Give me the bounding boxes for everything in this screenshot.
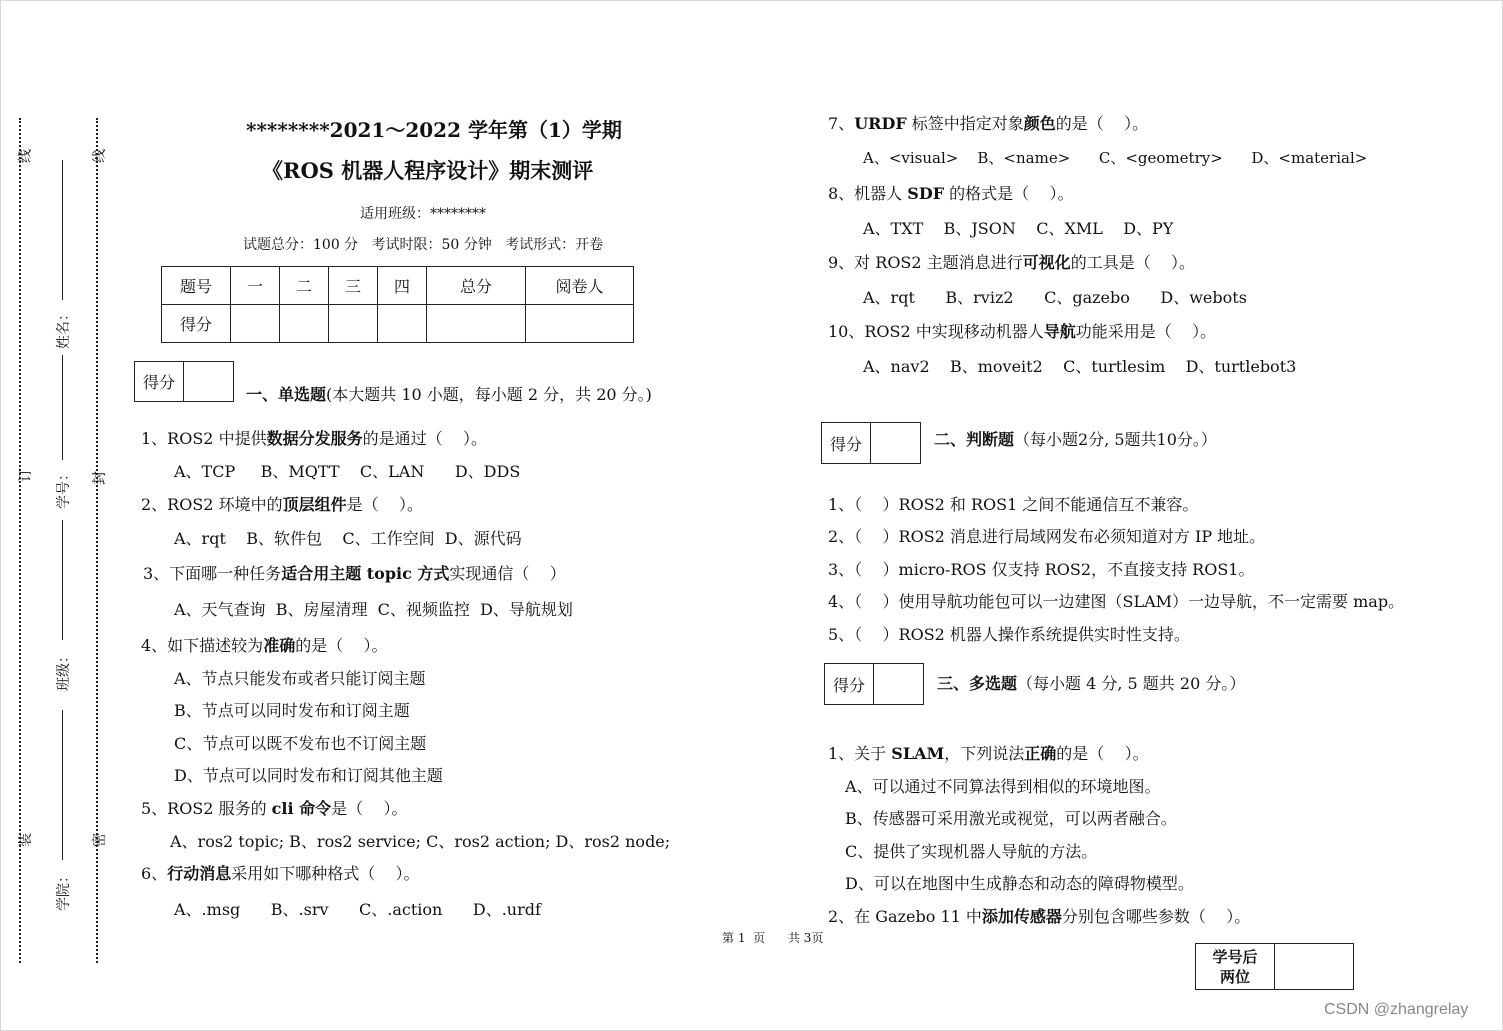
applicable-class: 适用班级：********	[360, 206, 486, 222]
section2-title: 二、判断题	[934, 430, 1015, 449]
sc-q10: 10、ROS2 中实现移动机器人导航功能采用是（ ）。	[828, 322, 1217, 341]
section2-score-cell[interactable]	[871, 423, 920, 463]
sc-q4-option-a: A、节点只能发布或者只能订阅主题	[174, 669, 426, 688]
student-id-label	[1196, 944, 1275, 989]
section1-score-cell[interactable]	[184, 362, 233, 401]
section3-score-box	[824, 663, 924, 705]
mc-q1-option-c: C、提供了实现机器人导航的方法。	[845, 842, 1098, 861]
sc-q4-option-c: C、节点可以既不发布也不订阅主题	[174, 734, 427, 753]
score-table-header: 一	[231, 267, 280, 305]
sc-q4-option-d: D、节点可以同时发布和订阅其他主题	[174, 766, 443, 785]
field-id-line	[62, 355, 63, 460]
score-table-header: 题号	[162, 267, 231, 305]
section1-title: 一、单选题	[246, 385, 327, 404]
section1-heading	[246, 382, 652, 405]
exam-title-line1: ********2021～2022 学年第（1）学期	[246, 118, 622, 142]
page-footer: 第 1 页 共 3页	[722, 931, 824, 945]
binding-label-outer-3: 装	[18, 833, 34, 847]
score-table-header: 三	[329, 267, 378, 305]
score-table	[161, 266, 634, 343]
tf-q2: 2、（ ）ROS2 消息进行局域网发布必须知道对方 IP 地址。	[828, 527, 1266, 546]
sc-q6: 6、行动消息采用如下哪种格式（ ）。	[141, 864, 420, 883]
field-college-label: 学院：	[56, 869, 72, 911]
binding-label-inner-1: 线	[92, 149, 108, 163]
section3-desc: （每小题 4 分, 5 题共 20 分。）	[1017, 674, 1246, 693]
exam-info: 试题总分：100 分 考试时限：50 分钟 考试形式：开卷	[243, 237, 604, 253]
sc-q7-options: A、<visual> B、<name> C、<geometry> D、<material>	[863, 149, 1368, 167]
score-table-header: 四	[378, 267, 427, 305]
score-table-header: 阅卷人	[526, 267, 634, 305]
student-id-box	[1195, 943, 1354, 990]
sc-q3: 3、下面哪一种任务适合用主题 topic 方式实现通信（ ）	[143, 564, 566, 583]
sc-q1-options: A、TCP B、MQTT C、LAN D、DDS	[174, 462, 521, 481]
section2-score-label: 得分	[822, 423, 871, 463]
sc-q1: 1、ROS2 中提供数据分发服务的是通过（ ）。	[141, 429, 487, 448]
student-id-label-line2: 两位	[1219, 967, 1250, 986]
field-name-line	[62, 160, 63, 300]
score-cell[interactable]	[378, 305, 427, 343]
binding-label-inner-2: 封	[92, 471, 108, 485]
mc-q1-option-b: B、传感器可采用激光或视觉，可以两者融合。	[845, 809, 1177, 828]
section1-score-box	[134, 361, 234, 402]
student-id-cell[interactable]	[1275, 944, 1353, 989]
sc-q2-options: A、rqt B、软件包 C、工作空间 D、源代码	[174, 529, 522, 548]
sc-q4: 4、如下描述较为准确的是（ ）。	[141, 636, 388, 655]
sc-q3-options: A、天气查询 B、房屋清理 C、视频监控 D、导航规划	[174, 600, 573, 619]
tf-q5: 5、（ ）ROS2 机器人操作系统提供实时性支持。	[828, 625, 1190, 644]
section3-score-label: 得分	[825, 664, 874, 704]
section2-heading	[934, 427, 1217, 450]
binding-label-outer-1: 线	[18, 149, 34, 163]
sc-q2: 2、ROS2 环境中的顶层组件是（ ）。	[141, 495, 423, 514]
section2-score-box	[821, 422, 921, 464]
section3-score-cell[interactable]	[874, 664, 923, 704]
score-cell[interactable]	[231, 305, 280, 343]
watermark: CSDN @zhangrelay	[1324, 1001, 1469, 1018]
field-college-line	[62, 710, 63, 860]
mc-q2: 2、在 Gazebo 11 中添加传感器分别包含哪些参数（ ）。	[828, 907, 1251, 926]
section3-heading	[937, 671, 1245, 694]
section1-score-label: 得分	[135, 362, 184, 401]
sc-q7: 7、URDF 标签中指定对象颜色的是（ ）。	[828, 114, 1149, 133]
sc-q6-options: A、.msg B、.srv C、.action D、.urdf	[174, 900, 541, 919]
score-cell[interactable]	[427, 305, 526, 343]
section2-desc: （每小题2分, 5题共10分。）	[1014, 430, 1217, 449]
sc-q9-options: A、rqt B、rviz2 C、gazebo D、webots	[863, 288, 1247, 307]
field-class-label: 班级：	[56, 649, 72, 691]
sc-q5-options: A、ros2 topic; B、ros2 service; C、ros2 action; D、ros2 node;	[170, 832, 671, 851]
sc-q8-options: A、TXT B、JSON C、XML D、PY	[863, 219, 1174, 238]
score-cell[interactable]	[526, 305, 634, 343]
binding-label-outer-2: 订	[18, 468, 34, 482]
field-id-label: 学号：	[56, 467, 72, 509]
score-table-header: 总分	[427, 267, 526, 305]
sc-q8: 8、机器人 SDF 的格式是（ ）。	[828, 184, 1074, 203]
sc-q10-options: A、nav2 B、moveit2 C、turtlesim D、turtlebot3	[863, 357, 1297, 376]
field-class-line	[62, 520, 63, 640]
score-table-row-label: 得分	[162, 305, 231, 343]
tf-q1: 1、（ ）ROS2 和 ROS1 之间不能通信互不兼容。	[828, 495, 1199, 514]
score-cell[interactable]	[329, 305, 378, 343]
score-table-header: 二	[280, 267, 329, 305]
sc-q5: 5、ROS2 服务的 cli 命令是（ ）。	[141, 799, 408, 818]
tf-q4: 4、（ ）使用导航功能包可以一边建图（SLAM）一边导航，不一定需要 map。	[828, 592, 1405, 611]
sc-q4-option-b: B、节点可以同时发布和订阅主题	[174, 701, 410, 720]
mc-q1-option-a: A、可以通过不同算法得到相似的环境地图。	[845, 777, 1161, 796]
section1-desc: (本大题共 10 小题，每小题 2 分，共 20 分。)	[326, 385, 652, 404]
tf-q3: 3、（ ）micro-ROS 仅支持 ROS2，不直接支持 ROS1。	[828, 560, 1255, 579]
field-name-label: 姓名：	[56, 307, 72, 349]
mc-q1: 1、关于 SLAM，下列说法正确的是（ ）。	[828, 744, 1149, 763]
binding-label-inner-3: 密	[92, 833, 108, 847]
sc-q9: 9、对 ROS2 主题消息进行可视化的工具是（ ）。	[828, 253, 1196, 272]
mc-q1-option-d: D、可以在地图中生成静态和动态的障碍物模型。	[845, 874, 1194, 893]
exam-title-line2: 《ROS 机器人程序设计》期末测评	[262, 158, 594, 183]
score-cell[interactable]	[280, 305, 329, 343]
student-id-label-line1: 学号后	[1212, 947, 1258, 966]
section3-title: 三、多选题	[937, 674, 1018, 693]
